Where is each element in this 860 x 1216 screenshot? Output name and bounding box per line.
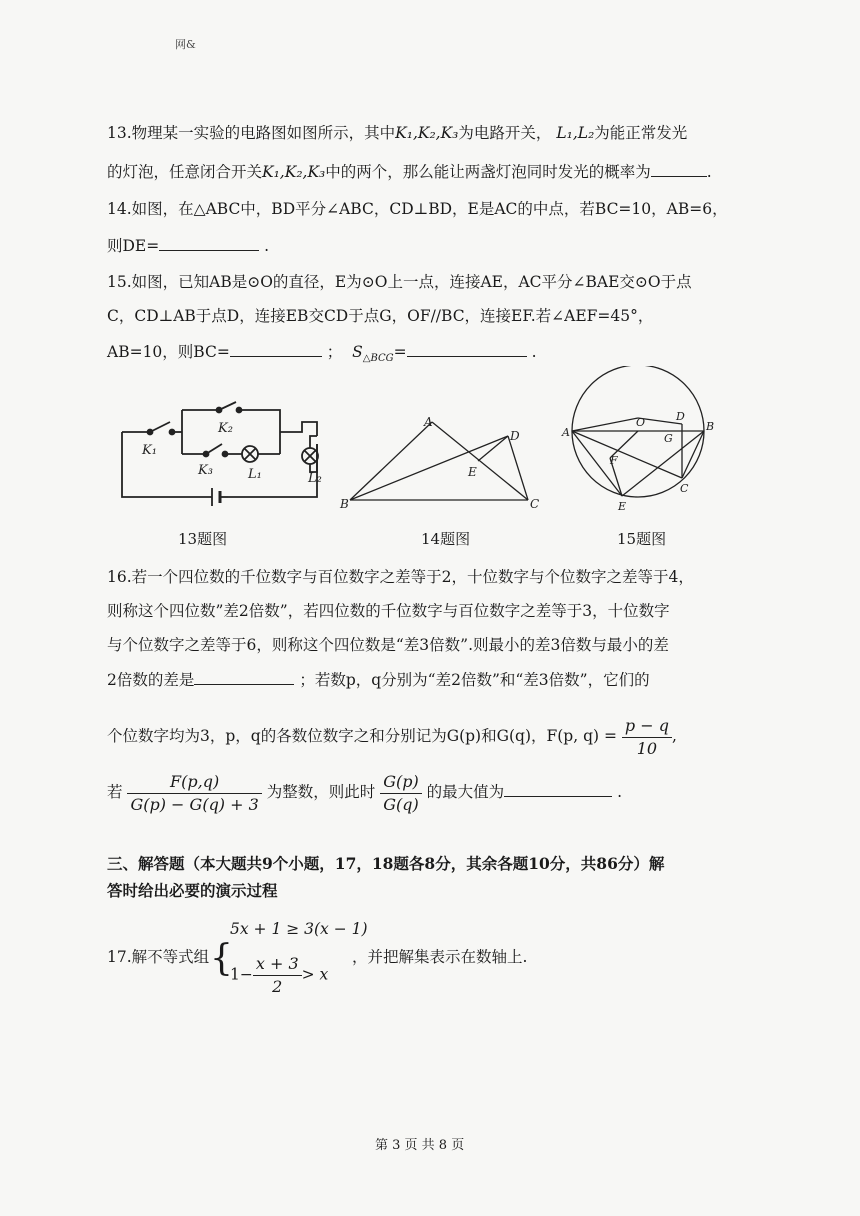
fig15-label-f: F xyxy=(610,454,618,467)
q17-label: 17.解不等式组 xyxy=(107,948,210,966)
q16-line1: 16.若一个四位数的千位数字与百位数字之差等于2，十位数字与个位数字之差等于4， xyxy=(107,568,694,586)
q15-line3: AB=10，则BC= ； $S_{\triangle BCG}=$ . xyxy=(107,340,537,370)
fig14-label-a: A xyxy=(424,415,433,429)
q15-line2: C，CD⊥AB于点D，连接EB交CD于点G，OF//BC，连接EF.若∠AEF=45°， xyxy=(107,307,654,325)
fig15-label-b: B xyxy=(706,420,715,433)
q15-bc-blank[interactable] xyxy=(230,340,322,357)
header-scribble: 网& xyxy=(175,38,196,51)
q16-diff-blank[interactable] xyxy=(194,668,294,685)
q16-fraction-g: $\frac{G(p)}{G(q)}$ xyxy=(380,772,422,815)
q17-brace: { xyxy=(210,938,233,979)
q13-answer-blank[interactable] xyxy=(651,160,707,177)
q16-max-blank[interactable] xyxy=(504,780,612,797)
section3-heading-line2: 答时给出必要的演示过程 xyxy=(107,881,278,900)
q16-line5: 个位数字均为3，p，q的各数位数字之和分别记为G(p)和G(q)，F(p, q) = $\frac{p - q}{10}$ , xyxy=(107,715,677,758)
fig15-label-a: A xyxy=(562,426,570,439)
q17-inequality-1: 5x + 1 ≥ 3(x − 1) xyxy=(230,920,368,938)
fig15-label-c: C xyxy=(680,482,689,495)
q17-inequality-2: 1− $\frac{x + 3}{2}$ > x xyxy=(230,954,329,996)
fig14-label-c: C xyxy=(530,497,540,511)
fig15-label-e: E xyxy=(618,500,627,513)
q16-line2: 则称这个四位数”差2倍数”，若四位数的千位数字与百位数字之差等于3，十位数字 xyxy=(107,602,670,620)
q16-line4: 2倍数的差是 ；若数p，q分别为“差2倍数”和“差3倍数”，它们的 xyxy=(107,668,650,691)
fig15-label-g: G xyxy=(664,432,673,445)
q16-fraction-pq: $\frac{p - q}{10}$ xyxy=(622,716,672,759)
fig15-label-d: D xyxy=(676,410,685,423)
fig15-circle-diagram xyxy=(558,366,718,516)
q17-tail: ，并把解集表示在数轴上. xyxy=(352,948,528,966)
fig13-circuit-diagram xyxy=(112,392,337,510)
q16-fraction-f: $\frac{F(p,q)}{G(p) - G(q) + 3}$ xyxy=(127,772,261,815)
q15-area-blank[interactable] xyxy=(407,340,527,357)
q14-answer-blank[interactable] xyxy=(159,234,259,251)
fig13-label-k2: K₂ xyxy=(218,421,233,436)
fig15-label-o: O xyxy=(636,416,646,429)
q15-line1: 15.如图，已知AB是⊙O的直径，E为⊙O上一点，连接AE，AC平分∠BAE交⊙O于点 xyxy=(107,273,692,291)
q16-line6: 若 $\frac{F(p,q)}{G(p) - G(q) + 3}$ 为整数，则此时 $\frac{G(p)}{G(q)}$ 的最大值为 . xyxy=(107,771,623,814)
fig13-label-k1: K₁ xyxy=(142,443,157,458)
fig14-label-d: D xyxy=(510,429,520,443)
fig14-caption: 14题图 xyxy=(421,530,471,548)
fig15-caption: 15题图 xyxy=(617,530,667,548)
q13-line2: 的灯泡，任意闭合开关K₁,K₂,K₃中的两个，那么能让两盏灯泡同时发光的概率为 . xyxy=(107,160,712,183)
q14-line2: 则DE= . xyxy=(107,234,269,257)
fig14-triangle-diagram xyxy=(336,412,546,512)
fig13-label-k3: K₃ xyxy=(198,463,213,478)
q17-fraction: $\frac{x + 3}{2}$ xyxy=(253,954,302,997)
fig14-label-b: B xyxy=(340,497,349,511)
q13-line1: 13.物理某一实验的电路图如图所示，其中K₁,K₂,K₃为电路开关， L₁,L₂为能正常发光 xyxy=(107,124,688,142)
fig13-label-l2: L₂ xyxy=(308,471,322,486)
fig13-caption: 13题图 xyxy=(178,530,228,548)
fig13-label-l1: L₁ xyxy=(248,467,262,482)
fig14-label-e: E xyxy=(468,465,477,479)
page-number: 第 3 页 共 8 页 xyxy=(375,1138,465,1153)
section3-heading-line1: 三、解答题（本大题共9个小题，17，18题各8分，其余各题10分，共86分）解 xyxy=(107,854,665,873)
q14-line1: 14.如图，在△ABC中，BD平分∠ABC，CD⊥BD，E是AC的中点，若BC=10，AB=6， xyxy=(107,200,728,218)
q16-line3: 与个位数字之差等于6，则称这个四位数是“差3倍数”.则最小的差3倍数与最小的差 xyxy=(107,636,669,654)
